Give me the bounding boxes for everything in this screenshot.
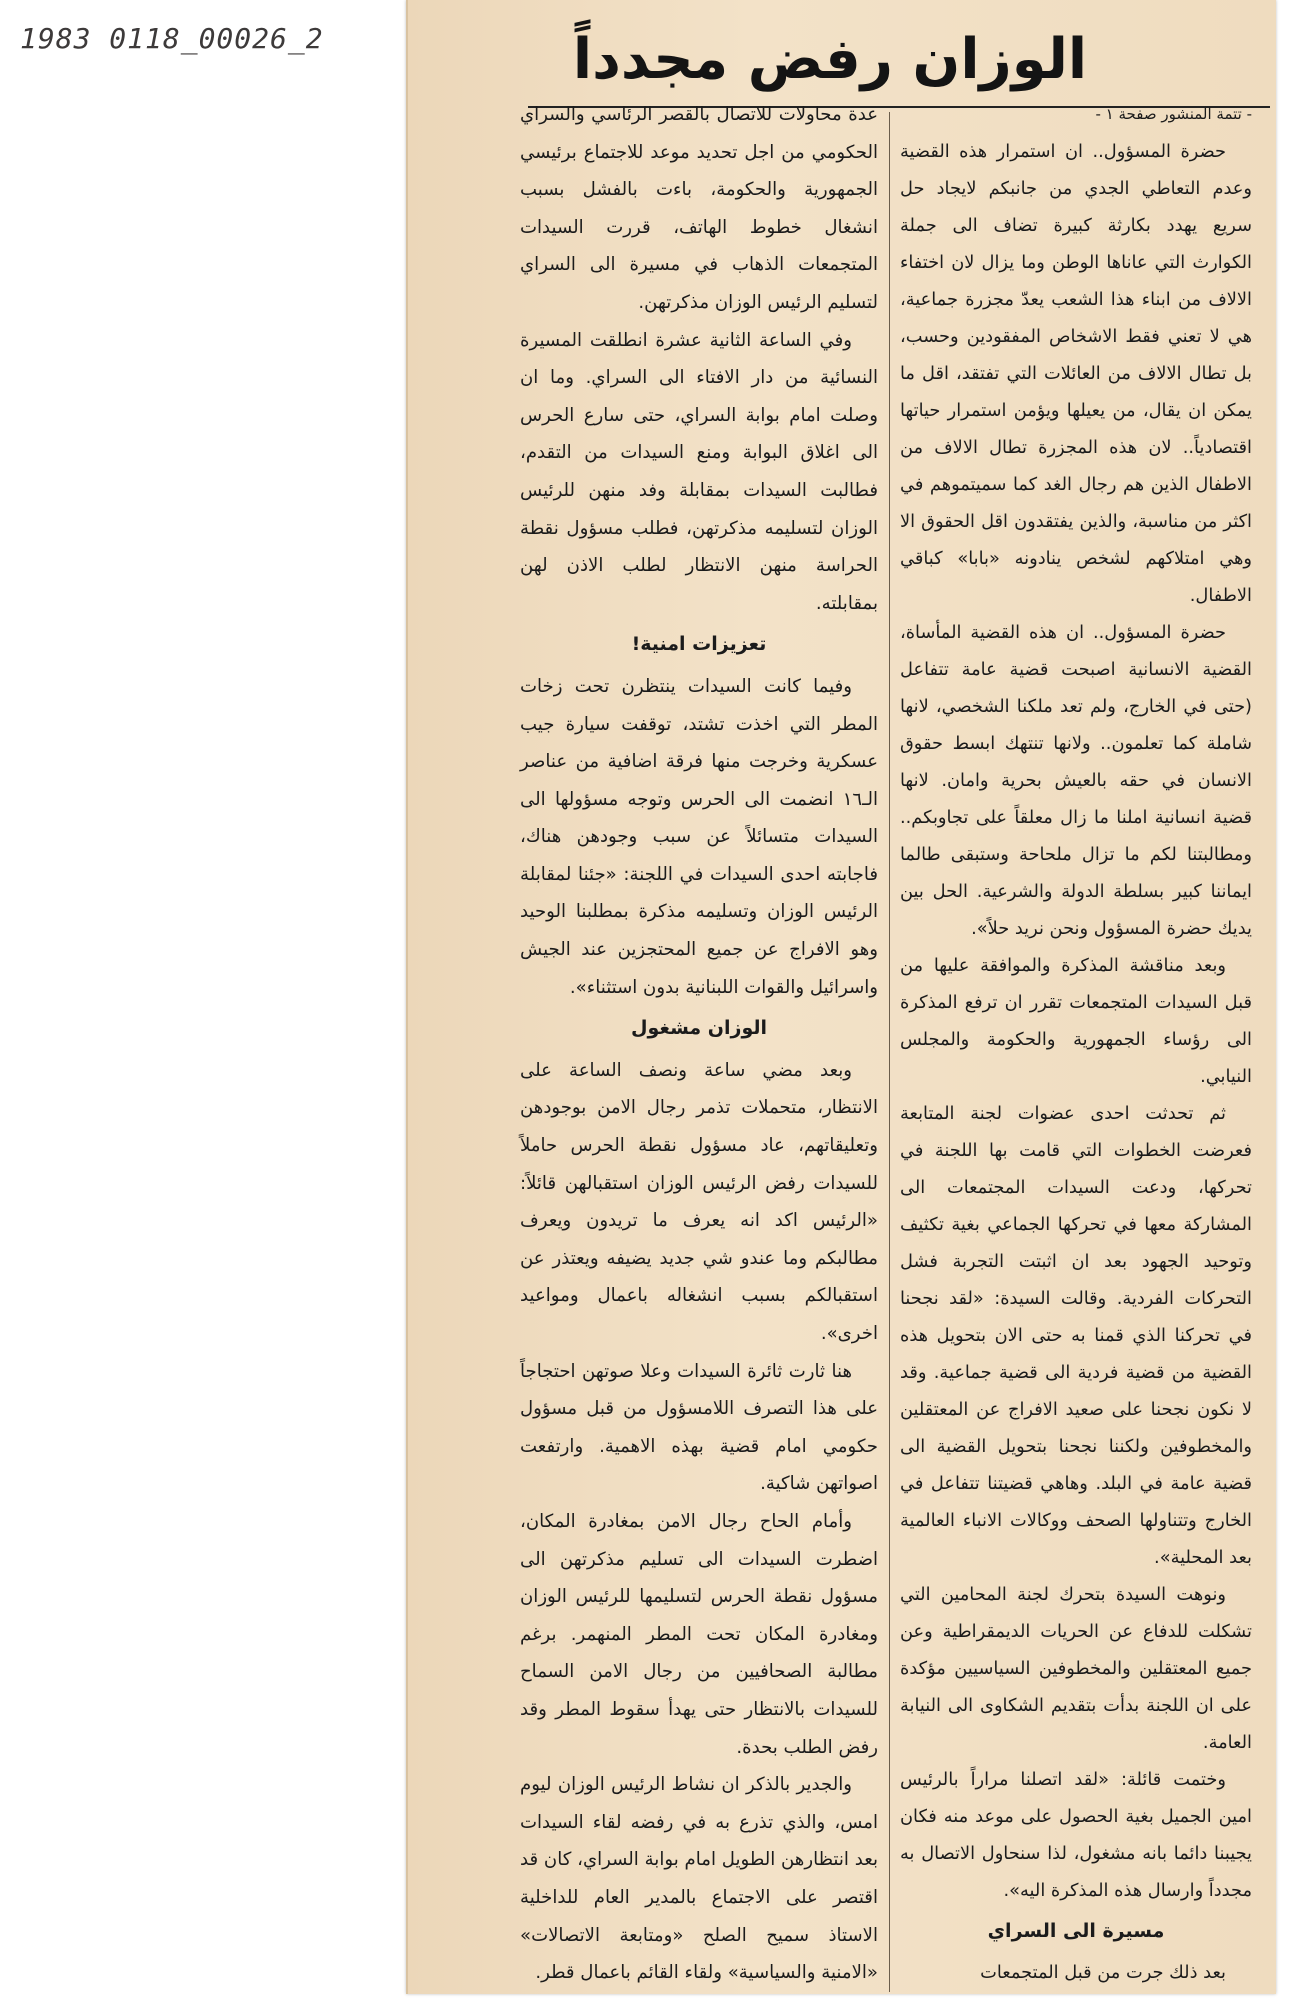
paragraph: حضرة المسؤول.. ان استمرار هذه القضية وعدم التعاطي الجدي من جانبكم لايجاد حل سريع يهدد بكارثة كبيرة تضاف الى جملة الكوارث التي عاناها الوطن وما يزال لان اختفاء الالاف من ابناء هذا الشعب يعدّ مجزرة جماعية، هي لا تعني فقط الاشخاص المفقودين وحسب، بل تطال الالاف من العائلات التي تفتقد، اقل ما يمكن ان يقال، من يعيلها ويؤمن استمرار حياتها اقتصادياً.. لان هذه المجزرة تطال الالاف من الاطفال الذين هم رجال الغد كما سميتموهم في اكثر من مناسبة، والذين يفتقدون اقل الحقوق الا وهي امتلاكهم لشخص ينادونه «بابا» كباقي الاطفال. bbox=[900, 141, 1252, 606]
subheading: تعزيزات امنية! bbox=[631, 633, 767, 656]
article-column-right bbox=[900, 96, 1252, 1991]
column-divider bbox=[889, 112, 890, 1992]
paragraph: وفي الساعة الثانية عشرة انطلقت المسيرة النسائية من دار الافتاء الى السراي. وما ان وصلت امام بوابة السراي، حتى سارع الحرس الى اغلاق البوابة ومنع السيدات من التقدم، فطالبت السيدات بمقابلة وفد منهن للرئيس الوزان لتسليمه مذكرتهن، فطلب مسؤول نقطة الحراسة منهن الانتظار لطلب الاذن لهن بمقابلته. bbox=[520, 329, 878, 614]
article-column-left bbox=[520, 96, 878, 1992]
headline: الوزان رفض مجدداً bbox=[572, 27, 1088, 92]
paragraph: وأمام الحاح رجال الامن بمغادرة المكان، اضطرت السيدات الى تسليم مذكرتهن الى مسؤول نقطة الحرس لتسليمها للرئيس الوزان ومغادرة المكان تحت المطر المنهمر. برغم مطالبة الصحافيين من رجال الامن السماح للسيدات بالانتظار حتى يهدأ سقوط المطر وقد رفض الطلب بحدة. bbox=[520, 1510, 878, 1758]
paragraph: وبعد مضي ساعة ونصف الساعة على الانتظار، متحملات تذمر رجال الامن بوجودهن وتعليقاتهم، عاد مسؤول نقطة الحرس حاملاً للسيدات رفض الرئيس الوزان استقبالهن قائلاً: «الرئيس اكد انه يعرف ما تريدون ويعرف مطالبكم وما عندو شي جديد يضيفه ويعتذر عن استقبالكم بسبب انشغاله باعمال ومواعيد اخرى». bbox=[520, 1059, 878, 1344]
subheading: الوزان مشغول bbox=[630, 1017, 768, 1040]
paragraph: والجدير بالذكر ان نشاط الرئيس الوزان ليوم امس، والذي تذرع به في رفضه لقاء السيدات بعد انتظارهن الطويل امام بوابة السراي، كان قد اقتصر على الاجتماع بالمدير العام للداخلية الاستاذ سميح الصلح «ومتابعة الاتصالات» «الامنية والسياسية» ولقاء القائم باعمال قطر. bbox=[520, 1774, 878, 1984]
paragraph: هنا ثارت ثائرة السيدات وعلا صوتهن احتجاجاً على هذا التصرف اللامسؤول من قبل مسؤول حكومي امام قضية بهذه الاهمية. وارتفعت اصواتهن شاكية. bbox=[520, 1360, 878, 1495]
paragraph: عدة محاولات للاتصال بالقصر الرئاسي والسراي الحكومي من اجل تحديد موعد للاجتماع برئيسي الجمهورية والحكومة، باءت بالفشل بسبب انشغال خطوط الهاتف، قررت السيدات المتجمعات الذهاب في مسيرة الى السراي لتسليم الرئيس الوزان مذكرتهن. bbox=[520, 104, 878, 313]
archive-id-label: 1983 0118_00026_2 bbox=[20, 22, 324, 55]
paragraph: ثم تحدثت احدى عضوات لجنة المتابعة فعرضت الخطوات التي قامت بها اللجنة في تحركها، ودعت السيدات المجتمعات الى المشاركة معها في تحركها الجماعي بغية تكثيف وتوحيد الجهود بعد ان اثبتت التجربة فشل التحركات الفردية. وقالت السيدة: «لقد نجحنا في تحركنا الذي قمنا به حتى الان بتحويل هذه القضية من قضية فردية الى قضية جماعية. وقد لا نكون نجحنا على صعيد الافراج عن المعتقلين والمخطوفين ولكننا نجحنا بتحويل القضية الى قضية عامة في البلد. وهاهي قضيتنا تتفاعل في الخارج وتتناولها الصحف ووكالات الانباء العالمية بعد المحلية». bbox=[900, 1103, 1252, 1568]
paragraph: وفيما كانت السيدات ينتظرن تحت زخات المطر التي اخذت تشتد، توقفت سيارة جيب عسكرية وخرجت منها فرقة اضافية من عناصر الـ١٦ انضمت الى الحرس وتوجه مسؤولها الى السيدات متسائلاً عن سبب وجودهن هناك، فاجابته احدى السيدات في اللجنة: «جئنا لمقابلة الرئيس الوزان وتسليمه مذكرة بمطلبنا الوحيد وهو الافراج عن جميع المحتجزين عند الجيش واسرائيل والقوات اللبنانية بدون استثناء». bbox=[520, 675, 878, 998]
subheading: مسيرة الى السراي bbox=[987, 1920, 1165, 1942]
paragraph: وبعد مناقشة المذكرة والموافقة عليها من قبل السيدات المتجمعات تقرر ان ترفع المذكرة الى رؤساء الجمهورية والحكومة والمجلس النيابي. bbox=[900, 955, 1252, 1087]
continuation-note: - تتمة المنشور صفحة ١ - bbox=[1095, 105, 1252, 123]
paragraph: حضرة المسؤول.. ان هذه القضية المأساة، القضية الانسانية اصبحت قضية عامة تتفاعل (حتى في الخارج، ولم تعد ملكنا الشخصي، لانها شاملة كما تعلمون.. ولانها تنتهك ابسط حقوق الانسان في حقه بالعيش بحرية وامان. لانها قضية انسانية املنا ما زال معلقاً على تجاوبكم.. ومطالبتنا لكم ما تزال ملحاحة وستبقى طالما ايماننا كبير بسلطة الدولة والشرعية. الحل بين يديك حضرة المسؤول ونحن نريد حلاً». bbox=[900, 622, 1252, 939]
paragraph: بعد ذلك جرت من قبل المتجمعات bbox=[980, 1962, 1226, 1983]
paragraph: وختمت قائلة: «لقد اتصلنا مراراً بالرئيس امين الجميل بغية الحصول على موعد منه فكان يجيبنا دائما بانه مشغول، لذا سنحاول الاتصال به مجدداً وارسال هذه المذكرة اليه». bbox=[900, 1769, 1252, 1901]
paragraph: ونوهت السيدة بتحرك لجنة المحامين التي تشكلت للدفاع عن الحريات الديمقراطية وعن جميع المعتقلين والمخطوفين السياسيين مؤكدة على ان اللجنة بدأت بتقديم الشكاوى الى النيابة العامة. bbox=[900, 1584, 1252, 1753]
